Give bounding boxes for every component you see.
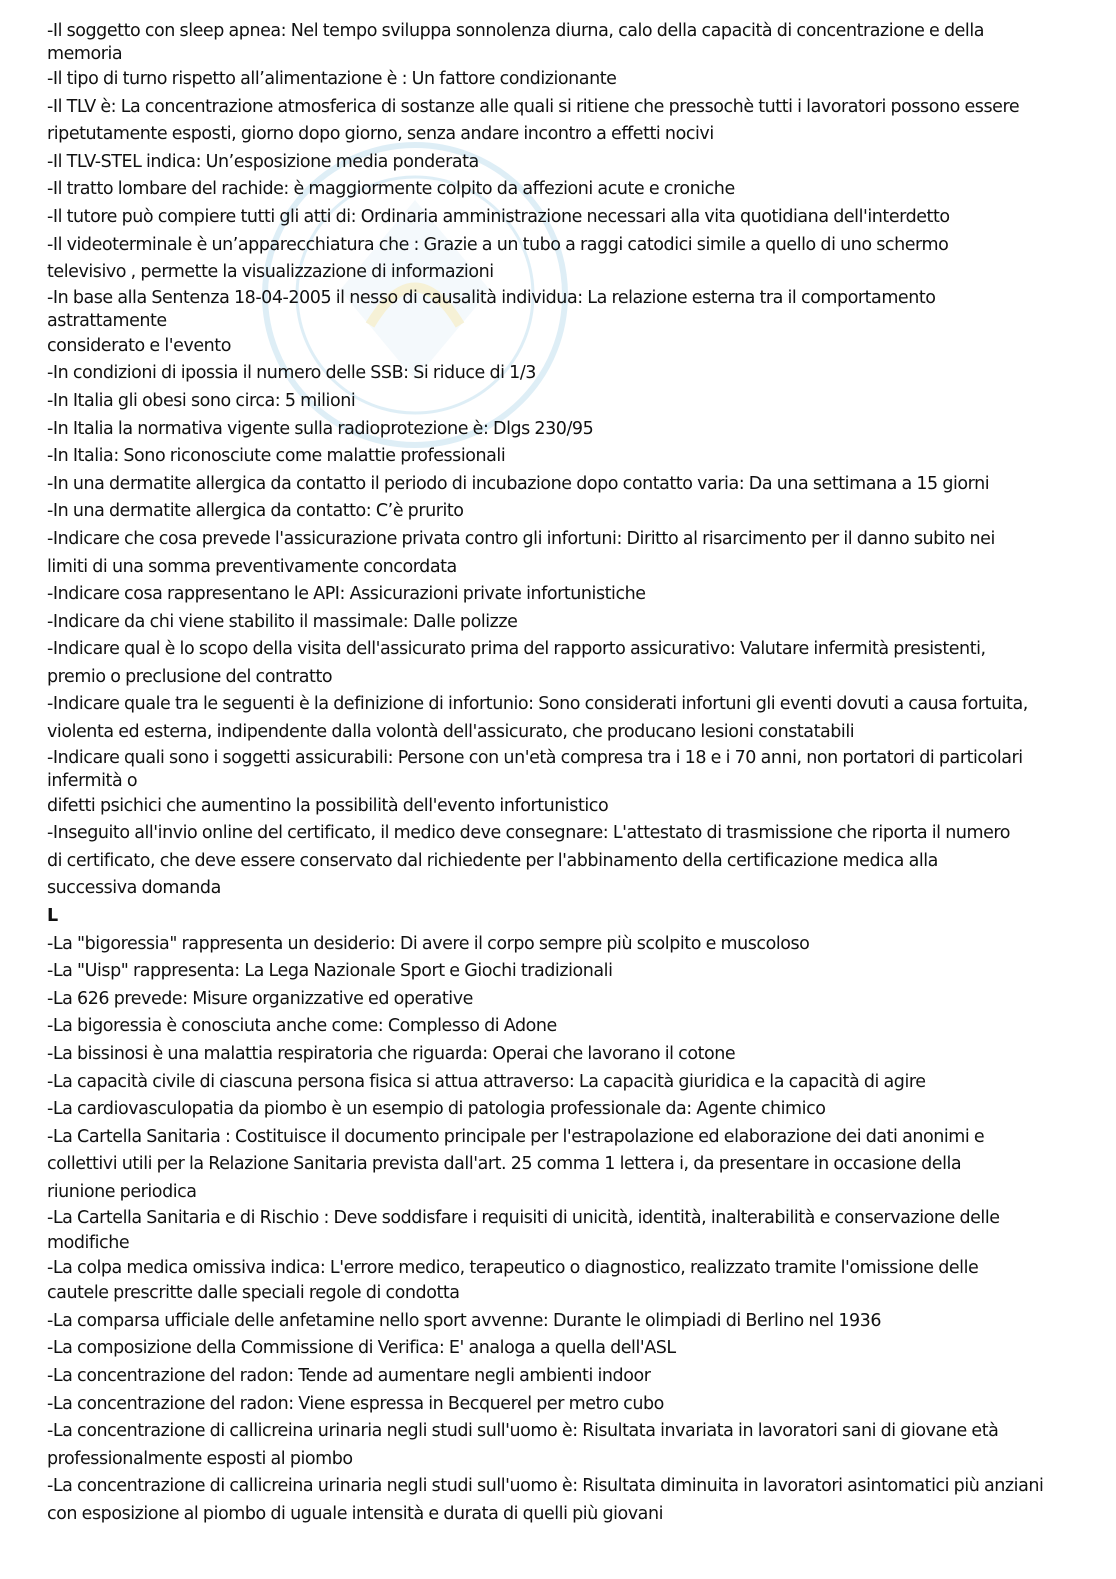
text-line: astrattamente xyxy=(47,310,167,331)
section-heading: L xyxy=(47,906,58,927)
text-line: -Inseguito all'invio online del certificato, il medico deve consegnare: L'attestato di trasmissione che riporta il numero xyxy=(47,823,1011,844)
text-line: -La concentrazione di callicreina urinaria negli studi sull'uomo è: Risultata diminuita in lavoratori asintomatici più anziani xyxy=(47,1476,1044,1497)
text-line: successiva domanda xyxy=(47,878,221,899)
text-line: -Il TLV-STEL indica: Un’esposizione media ponderata xyxy=(47,151,479,172)
text-line: -In Italia la normativa vigente sulla radioprotezione è: Dlgs 230/95 xyxy=(47,418,594,439)
text-line: -La concentrazione del radon: Viene espressa in Becquerel per metro cubo xyxy=(47,1393,664,1414)
document-body xyxy=(47,20,1087,1529)
text-line: -Il soggetto con sleep apnea: Nel tempo sviluppa sonnolenza diurna, calo della capacità di concentrazione e della xyxy=(47,21,985,41)
text-line: -La bissinosi è una malattia respiratoria che riguarda: Operai che lavorano il cotone xyxy=(47,1044,736,1064)
text-line: -La Cartella Sanitaria : Costituisce il documento principale per l'estrapolazione ed elaborazione dei dati anonimi e xyxy=(47,1126,985,1147)
text-line: -La composizione della Commissione di Verifica: E' analoga a quella dell'ASL xyxy=(47,1338,676,1359)
text-line: -Il tipo di turno rispetto all’alimentazione è : Un fattore condizionante xyxy=(47,69,617,89)
text-line: -In base alla Sentenza 18-04-2005 il nesso di causalità individua: La relazione esterna tra il comportamento xyxy=(47,287,936,308)
text-line: modifiche xyxy=(47,1232,130,1253)
text-line: ripetutamente esposti, giorno dopo giorno, senza andare incontro a effetti nocivi xyxy=(47,124,714,145)
text-line: memoria xyxy=(47,44,123,64)
text-line: -La "Uisp" rappresenta: La Lega Nazionale Sport e Giochi tradizionali xyxy=(47,961,613,982)
text-line: -La colpa medica omissiva indica: L'errore medico, terapeutico o diagnostico, realizzato tramite l'omissione delle xyxy=(47,1258,979,1279)
text-line: -Indicare quali sono i soggetti assicurabili: Persone con un'età compresa tra i 18 e i 70 anni, non portatori di particolari xyxy=(47,747,1023,768)
text-line: -Indicare che cosa prevede l'assicurazione privata contro gli infortuni: Diritto al risarcimento per il danno subito nei xyxy=(47,528,995,549)
text-line: infermità o xyxy=(47,770,138,791)
text-line: -La "bigoressia" rappresenta un desiderio: Di avere il corpo sempre più scolpito e muscoloso xyxy=(47,933,810,954)
text-line: con esposizione al piombo di uguale intensità e durata di quelli più giovani xyxy=(47,1503,664,1524)
text-line: -La comparsa ufficiale delle anfetamine nello sport avvenne: Durante le olimpiadi di Berlino nel 1936 xyxy=(47,1310,882,1331)
text-line: limiti di una somma preventivamente concordata xyxy=(47,556,457,577)
text-line: -Indicare da chi viene stabilito il massimale: Dalle polizze xyxy=(47,611,518,632)
text-line: -Indicare qual è lo scopo della visita dell'assicurato prima del rapporto assicurativo: Valutare infermità presistenti, xyxy=(47,639,986,660)
text-line: -In una dermatite allergica da contatto il periodo di incubazione dopo contatto varia: Da una settimana a 15 giorni xyxy=(47,473,990,494)
text-line: -La concentrazione del radon: Tende ad aumentare negli ambienti indoor xyxy=(47,1365,651,1386)
text-line: -In condizioni di ipossia il numero delle SSB: Si riduce di 1/3 xyxy=(47,363,536,384)
text-line: -In Italia gli obesi sono circa: 5 milioni xyxy=(47,390,356,411)
text-line: -In una dermatite allergica da contatto: C’è prurito xyxy=(47,501,464,522)
text-line: professionalmente esposti al piombo xyxy=(47,1448,353,1469)
text-line: di certificato, che deve essere conservato dal richiedente per l'abbinamento della certificazione medica alla xyxy=(47,850,938,871)
text-line: violenta ed esterna, indipendente dalla volontà dell'assicurato, che producano lesioni constatabili xyxy=(47,722,855,743)
text-line: cautele prescritte dalle speciali regole di condotta xyxy=(47,1283,460,1304)
text-line: premio o preclusione del contratto xyxy=(47,666,333,687)
text-line: riunione periodica xyxy=(47,1181,197,1202)
text-line: -La 626 prevede: Misure organizzative ed operative xyxy=(47,988,473,1009)
text-line: considerato e l'evento xyxy=(47,335,231,356)
text-line: -Il tutore può compiere tutti gli atti di: Ordinaria amministrazione necessari alla vita quotidiana dell'interdetto xyxy=(47,206,950,227)
text-line: -In Italia: Sono riconosciute come malattie professionali xyxy=(47,446,506,467)
text-line: -La concentrazione di callicreina urinaria negli studi sull'uomo è: Risultata invariata in lavoratori sani di giovane età xyxy=(47,1421,999,1442)
text-line: -Indicare cosa rappresentano le API: Assicurazioni private infortunistiche xyxy=(47,584,646,605)
text-line: -La cardiovasculopatia da piombo è un esempio di patologia professionale da: Agente chimico xyxy=(47,1099,826,1120)
text-line: -La bigoressia è conosciuta anche come: Complesso di Adone xyxy=(47,1016,557,1037)
text-line: collettivi utili per la Relazione Sanitaria prevista dall'art. 25 comma 1 lettera i, da presentare in occasione della xyxy=(47,1154,962,1175)
text-line: televisivo , permette la visualizzazione di informazioni xyxy=(47,262,494,283)
text-line: difetti psichici che aumentino la possibilità dell'evento infortunistico xyxy=(47,795,609,816)
text-line: -Il videoterminale è un’apparecchiatura che : Grazie a un tubo a raggi catodici simile a quello di uno schermo xyxy=(47,234,949,255)
text-line: -Indicare quale tra le seguenti è la definizione di infortunio: Sono considerati infortuni gli eventi dovuti a causa fortuita, xyxy=(47,694,1028,715)
text-line: -Il tratto lombare del rachide: è maggiormente colpito da affezioni acute e croniche xyxy=(47,179,735,200)
text-line: -Il TLV è: La concentrazione atmosferica di sostanze alle quali si ritiene che pressochè tutti i lavoratori possono essere xyxy=(47,96,1020,117)
text-line: -La Cartella Sanitaria e di Rischio : Deve soddisfare i requisiti di unicità, identità, inalterabilità e conservazione delle xyxy=(47,1207,1000,1228)
text-line: -La capacità civile di ciascuna persona fisica si attua attraverso: La capacità giuridica e la capacità di agire xyxy=(47,1071,926,1092)
